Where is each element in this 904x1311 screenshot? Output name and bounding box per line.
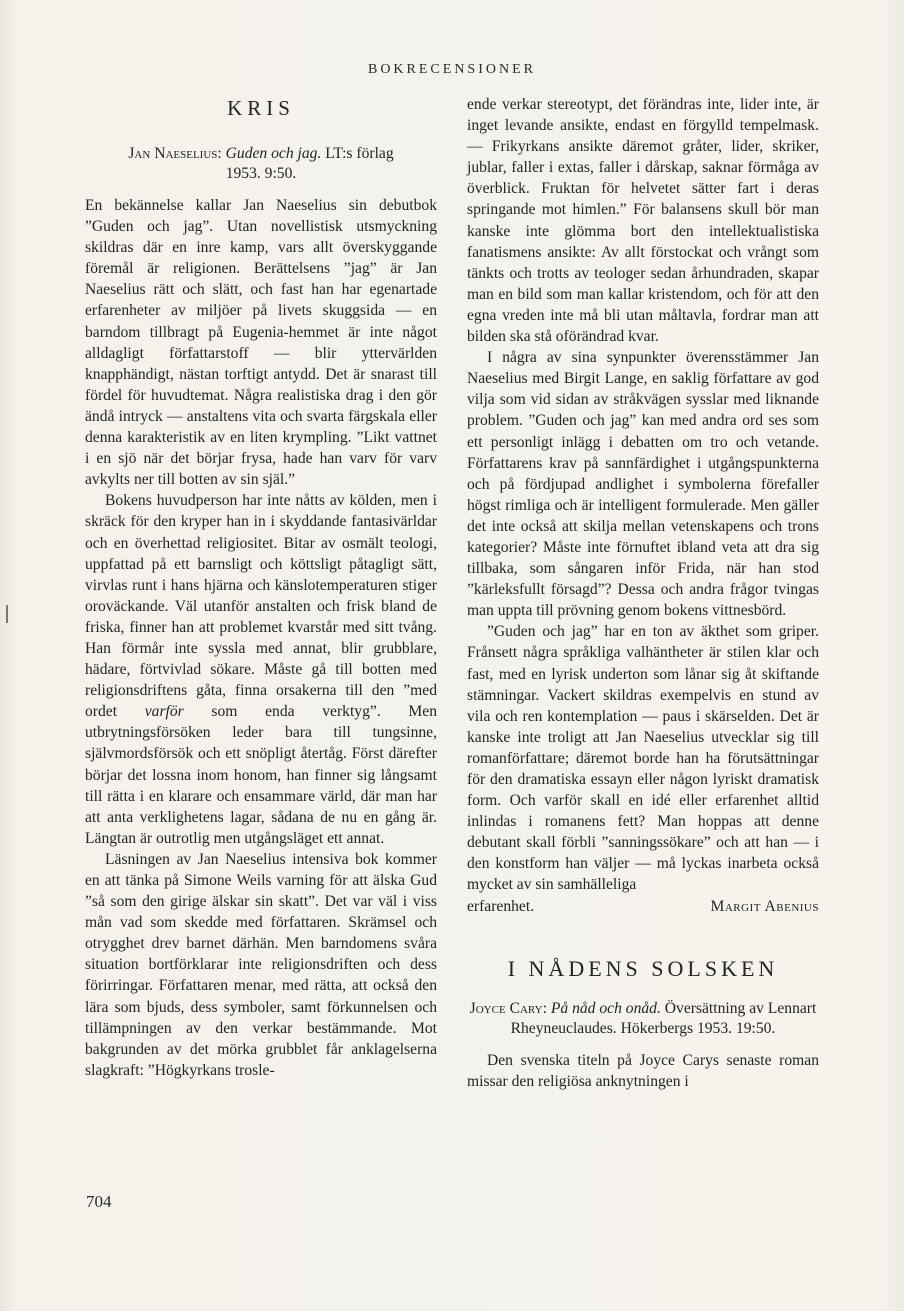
final-word: erfarenhet.: [467, 897, 535, 915]
right-column: [467, 94, 819, 1092]
paragraph-2-start: Bokens huvudperson har inte nåtts av kölden, men i skräck för den kryper han in i skyddande fantasivärldar och en överhettad religiositet. Bitar av osmält teologi, uppfattad på ett barnsligt och köttsligt påtagligt sätt, virvlas runt i hans hjärna och känslotemperaturen stiger oroväckande. Väl utanför anstalten och frisk bland de friska, finner han att problemet kvarstår med sitt tvång. Han förmår inte syssla med annat, blir grubblare, hädare, förtvivlad sökare. Måste gå till botten med religionsdriftens gåta, finna orsakerna till den ”med ordet: [85, 492, 437, 721]
review-title-kris: KRIS: [227, 96, 295, 120]
left-column: [85, 94, 437, 1081]
citation2-rest: Översättning av Lennart Rheyneuclaudes. Hökerbergs 1953. 19:50.: [510, 999, 817, 1037]
citation-book-title: Guden och jag.: [225, 145, 322, 162]
reviewer-name: Margit Abenius: [710, 897, 819, 915]
citation2-book-title: På nåd och onåd.: [550, 999, 661, 1017]
book-citation-1: Jan Naeselius: Guden och jag. LT:s förlag 1953. 9:50.: [128, 145, 394, 182]
citation-year-price: 1953. 9:50.: [225, 165, 297, 182]
review1-paragraph-2: [85, 490, 437, 849]
review2-paragraph-1: Den svenska titeln på Joyce Carys senaste roman missar den religiösa anknytningen i: [467, 1051, 819, 1090]
italic-word: varför: [144, 703, 184, 721]
citation-publisher: LT:s förlag: [321, 145, 394, 162]
review1-paragraph-5: ”Guden och jag” har en ton av äkthet som griper. Frånsett några språkliga valhäntheter är stilen klar och fast, med en lyrisk underton som lånar sig åt skiftande stämningar. Vackert skildras exempelvis en stund av vila och ren kontemplation — paus i skärselden. Det är kanske inte troligt att Jan Naeselius utvecklar sig till romanförfattare; däremot borde han ha förutsättningar för den dramatiska essayn eller någon lyriskt dramatisk form. Och varför skall en idé eller erfarenhet alltid inlindas i romanens fett? Man hoppas att denne debutant skall förbli ”sanningssökare” och att han — i den konstform han väljer — må lyckas inarbeta också mycket av sin samhälleliga: [467, 623, 819, 894]
review1-paragraph-4: I några av sina synpunkter överensstämmer Jan Naeselius med Birgit Lange, en saklig författare av god vilja som vid sidan av stråkvägen sysslar med liknande problem. ”Guden och jag” kan med andra ord ses som ett personligt inlägg i debatten om tro och vetande. Författarens krav på sannfärdighet i utgångspunkterna och på fördjupad andlighet i symbolerna förefaller högst rimliga och är intelligent formulerade. Men gäller det inte också att skilja mellan vetenskapens och trons kategorier? Måste inte förnuftet ibland veta att dra sig tillbaka, som sångaren inför Frida, när han stod ”kärleksfullt försagd”? Dessa och andra frågor tvingas man uppta till prövning genom bokens vittnesbörd.: [467, 349, 819, 620]
citation-author: Jan Naeselius: [128, 145, 218, 162]
margin-mark: [6, 605, 8, 623]
review1-paragraph-1: En bekännelse kallar Jan Naeselius sin debutbok ”Guden och jag”. Utan novellistisk utsmyckning skildras där en inre kamp, vars allt överskyggande föremål är religionen. Berättelsens ”jag” är Jan Naeselius rätt och slätt, och fast han har egenartade erfarenheter av miljöer på livets skuggsida — en barndom tillbragt på Eugenia-hemmet är inte något alldagligt författarstoff — blir yttervärlden knapphändigt, nästan torftigt antydd. Det är snarast till fördel för huvudtemat. Några realistiska drag i den gör ändå intryck — anstaltens vita och svarta färgskala eller denna karakteristik av en liten krympling. ”Likt vattnet i en sjö när det börjar frysa, hade han varv för varv avkylts ner till botten av sin själ.”: [85, 197, 437, 489]
paragraph-2-tail: som enda verktyg”. Men utbrytningsförsöken leder bara till tungsinne, självmordsförsök och ett snöpligt återtåg. Först därefter börjar det lossna inom honom, han finner sig långsamt till rätta i en klarare och ensammare värld, där man har att anta verklighetens lagar, sådana de nu en gång är. Längtan är outrotlig men utgångsläget ett annat.: [85, 703, 437, 847]
review-title-naden: I NÅDENS SOLSKEN: [507, 955, 779, 981]
citation2-author: Joyce Cary: [469, 999, 543, 1017]
review1-signature: [467, 896, 819, 917]
review1-paragraph-3: Läsningen av Jan Naeselius intensiva bok kommer en att tänka på Simone Weils varning för att älska Gud ”så som den girige älskar sin skatt”. Det var väl i viss mån vad som skedde med författaren. Skrämsel och otrygghet drev barnet därhän. Men barndomens svåra situation bortförklarar inte religionsdriften och dess förirringar. Författaren menar, med rätta, att också den lära som bjuds, dess symboler, samt förkunnelsen och tillämpningen av den verkar bestämmande. Mot bakgrunden av det mörka grubblet får anklagelserna slagkraft: ”Högkyrkans trosle-: [85, 850, 437, 1079]
page-number: 704: [86, 1192, 112, 1211]
review1-continuation: ende verkar stereotypt, det förändras inte, lider inte, är inget levande ansikte, endast en förgylld tempelmask. — Frikyrkans ansikte däremot gråter, lider, skriker, jublar, faller i extas, faller i dårskap, saknar förmåga av överblick. Fruktan för helvetet sätter fart i deras springande mot himlen.” För balansens skull bör man kanske inte glömma bort den intellektualistiska fanatismens ansikte: Av allt förstockat och vrångt som tänkts och trotts av teologer sedan århundraden, skapar man en bild som man kallar kristendom, och för att den egna vreden inte må bli utan måltavla, fordrar man att bilden ska stå oförändrad kvar.: [467, 96, 819, 346]
running-header: BOKRECENSIONER: [367, 62, 536, 77]
book-citation-2: Joyce Cary: På nåd och onåd. Översättning av Lennart Rheyneuclaudes. Hökerbergs 1953. 19:50.: [469, 999, 817, 1037]
